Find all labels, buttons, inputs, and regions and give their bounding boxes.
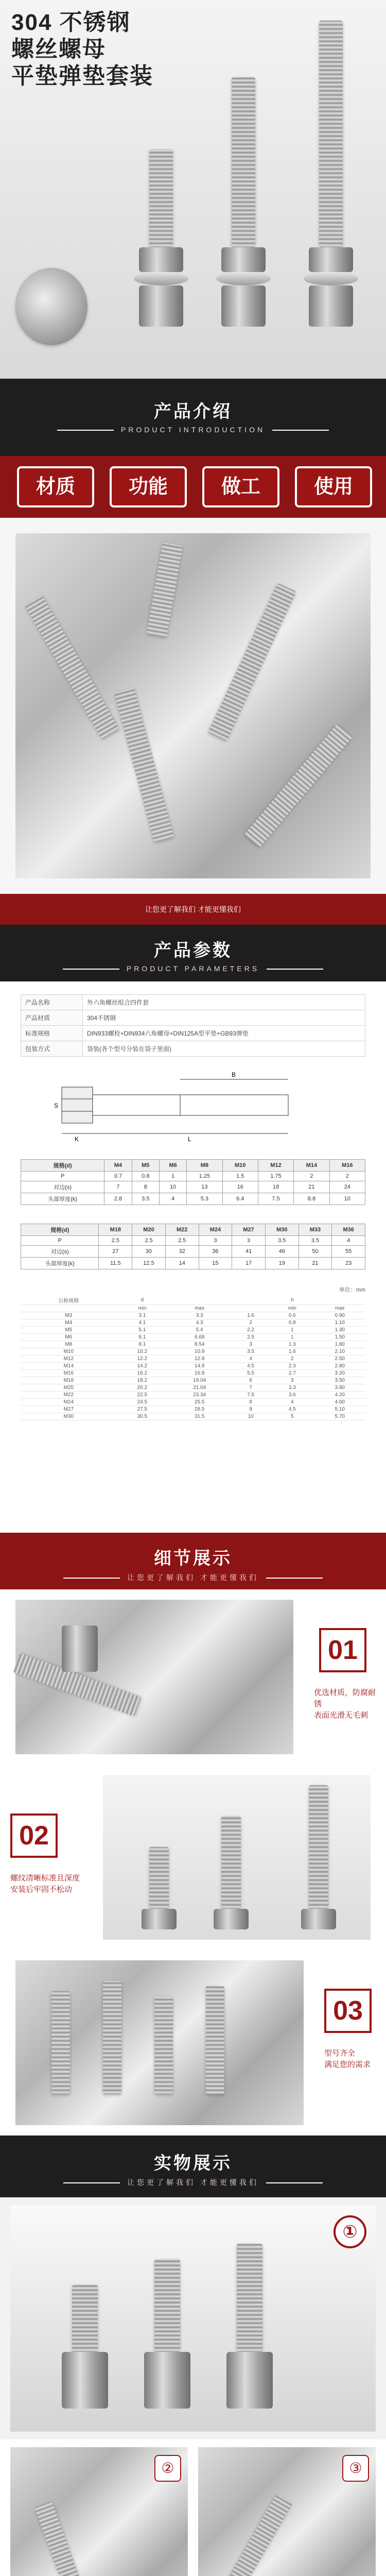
table-row: M30 30.5 31.5 10 5 5.70 bbox=[21, 1413, 365, 1420]
intro-header bbox=[0, 379, 386, 456]
details-title: 细节展示 bbox=[154, 1549, 232, 1568]
real-photo-1 bbox=[0, 2197, 386, 2439]
table-row: 对边(s) 27 30 32 36 41 46 50 55 bbox=[21, 1246, 365, 1258]
detail-number-02: 02 bbox=[10, 1814, 58, 1858]
detail-caption-01: 优选材质，防腐耐锈 表面光滑无毛刺 bbox=[314, 1688, 376, 1720]
unit-note: 单位：mm bbox=[339, 1287, 365, 1293]
real-badge-1: ① bbox=[334, 2215, 366, 2248]
params-title: 产品参数 bbox=[154, 941, 232, 960]
detail-item-01 bbox=[0, 1589, 386, 1765]
detail-number-01: 01 bbox=[319, 1628, 366, 1672]
detail-caption-03: 型号齐全 满足您的需求 bbox=[324, 2049, 371, 2069]
real-photo-row-1 bbox=[0, 2439, 386, 2576]
intro-title: 产品介绍 bbox=[154, 402, 232, 421]
detail-caption-02: 螺纹清晰标准且深度 安装后牢固不松动 bbox=[10, 1874, 80, 1894]
table-row: M14 14.2 14.9 4.5 2.3 2.80 bbox=[21, 1363, 365, 1370]
diagram-label-l: L bbox=[188, 1136, 191, 1143]
hero-title-line-2: 螺丝螺母 bbox=[11, 37, 106, 62]
intro-subtitle: PRODUCT INTRODUCTION bbox=[120, 426, 266, 434]
table-row: M6 6.1 6.68 2.5 1 1.50 bbox=[21, 1334, 365, 1341]
spec-table-2-header: 规格(d) M18 M20 M22 M24 M27 M30 M33 M36 bbox=[21, 1224, 365, 1236]
details-subtitle: 让您更了解我们 才能更懂我们 bbox=[127, 1573, 259, 1582]
detail-item-02 bbox=[0, 1765, 386, 1950]
table-row: M12 12.2 12.9 4 2 2.50 bbox=[21, 1355, 365, 1363]
params-row: 包装方式 袋装(各个型号分装在袋子里面) bbox=[21, 1041, 365, 1057]
real-badge-3: ③ bbox=[342, 2455, 369, 2482]
feature-usage-button[interactable]: 使用 bbox=[295, 466, 372, 507]
table-row: 对边(s) 7 8 10 13 16 18 21 24 bbox=[21, 1181, 365, 1193]
params-row: 产品名称 外六角螺丝组合四件套 bbox=[21, 995, 365, 1010]
hero-title-line-3: 平垫弹垫套装 bbox=[11, 63, 153, 89]
params-body bbox=[0, 981, 386, 1533]
table-row: M18 18.2 19.04 6 3 3.50 bbox=[21, 1377, 365, 1384]
table-row: M22 22.5 23.34 7.5 3.6 4.20 bbox=[21, 1392, 365, 1399]
table-row: P 2.5 2.5 2.5 3 3 3.5 3.5 4 bbox=[21, 1236, 365, 1246]
feature-material-button[interactable]: 材质 bbox=[17, 466, 94, 507]
spec-table-1-header: 规格(d) M4 M5 M6 M8 M10 M12 M14 M16 bbox=[21, 1160, 365, 1172]
params-subtitle: PRODUCT PARAMETERS bbox=[126, 964, 260, 973]
real-header bbox=[0, 2136, 386, 2197]
bolt-diagram bbox=[51, 1069, 335, 1146]
table-row: M3 3.1 3.3 1.6 0.6 0.90 bbox=[21, 1312, 365, 1319]
diagram-label-s: S bbox=[54, 1102, 59, 1109]
params-row: 产品材质 304不锈钢 bbox=[21, 1010, 365, 1026]
intro-photo bbox=[0, 518, 386, 894]
table-row: M4 4.1 4.3 2 0.8 1.10 bbox=[21, 1319, 365, 1327]
washer-table-subheader: min max min max bbox=[21, 1305, 365, 1312]
table-row: 头部厚度(k) 2.8 3.5 4 5.3 6.4 7.5 8.8 10 bbox=[21, 1193, 365, 1205]
diagram-label-b: B bbox=[232, 1071, 236, 1078]
table-row: M5 5.1 5.4 2.2 1 1.30 bbox=[21, 1327, 365, 1334]
table-row: M20 20.2 21.04 7 3.3 3.80 bbox=[21, 1384, 365, 1392]
intro-feature-bar bbox=[0, 456, 386, 518]
params-table bbox=[21, 994, 365, 1057]
table-row: M8 8.1 8.54 3 1.3 1.80 bbox=[21, 1341, 365, 1348]
hero-title-line-1: 304 不锈钢 bbox=[11, 10, 131, 35]
feature-function-button[interactable]: 功能 bbox=[110, 466, 187, 507]
spec-table-2 bbox=[21, 1224, 365, 1269]
table-row: M10 10.2 10.9 3.5 1.6 2.10 bbox=[21, 1348, 365, 1355]
tagline-bar-1 bbox=[0, 894, 386, 925]
params-row: 标准规格 DIN933螺栓+DIN934六角螺母+DIN125A型平垫+GB93弹垫 bbox=[21, 1026, 365, 1041]
tagline-text: 让您更了解我们 才能更懂我们 bbox=[145, 905, 241, 913]
table-row: P 0.7 0.8 1 1.25 1.5 1.75 2 2 bbox=[21, 1172, 365, 1181]
hero-banner bbox=[0, 0, 386, 379]
spec-table-1 bbox=[21, 1159, 365, 1205]
table-row: M16 16.2 16.9 5.5 2.7 3.20 bbox=[21, 1370, 365, 1377]
washer-table-header: 公称规格 d h bbox=[21, 1296, 365, 1305]
real-subtitle: 让您更了解我们 才能更懂我们 bbox=[127, 2178, 259, 2187]
real-title: 实物展示 bbox=[154, 2154, 232, 2173]
detail-number-03: 03 bbox=[324, 1989, 372, 2033]
diagram-label-k: K bbox=[75, 1136, 79, 1143]
feature-craft-button[interactable]: 做工 bbox=[202, 466, 279, 507]
table-row: M24 24.5 25.5 8 4 4.60 bbox=[21, 1399, 365, 1406]
table-row: 头部厚度(k) 11.5 12.5 14 15 17 19 21 23 bbox=[21, 1258, 365, 1269]
params-header bbox=[0, 925, 386, 981]
details-header bbox=[0, 1533, 386, 1589]
washer-spec-table bbox=[21, 1296, 365, 1420]
table-row: M27 27.5 28.5 9 4.5 5.10 bbox=[21, 1406, 365, 1413]
detail-item-03 bbox=[0, 1950, 386, 2136]
real-badge-2: ② bbox=[154, 2455, 181, 2482]
